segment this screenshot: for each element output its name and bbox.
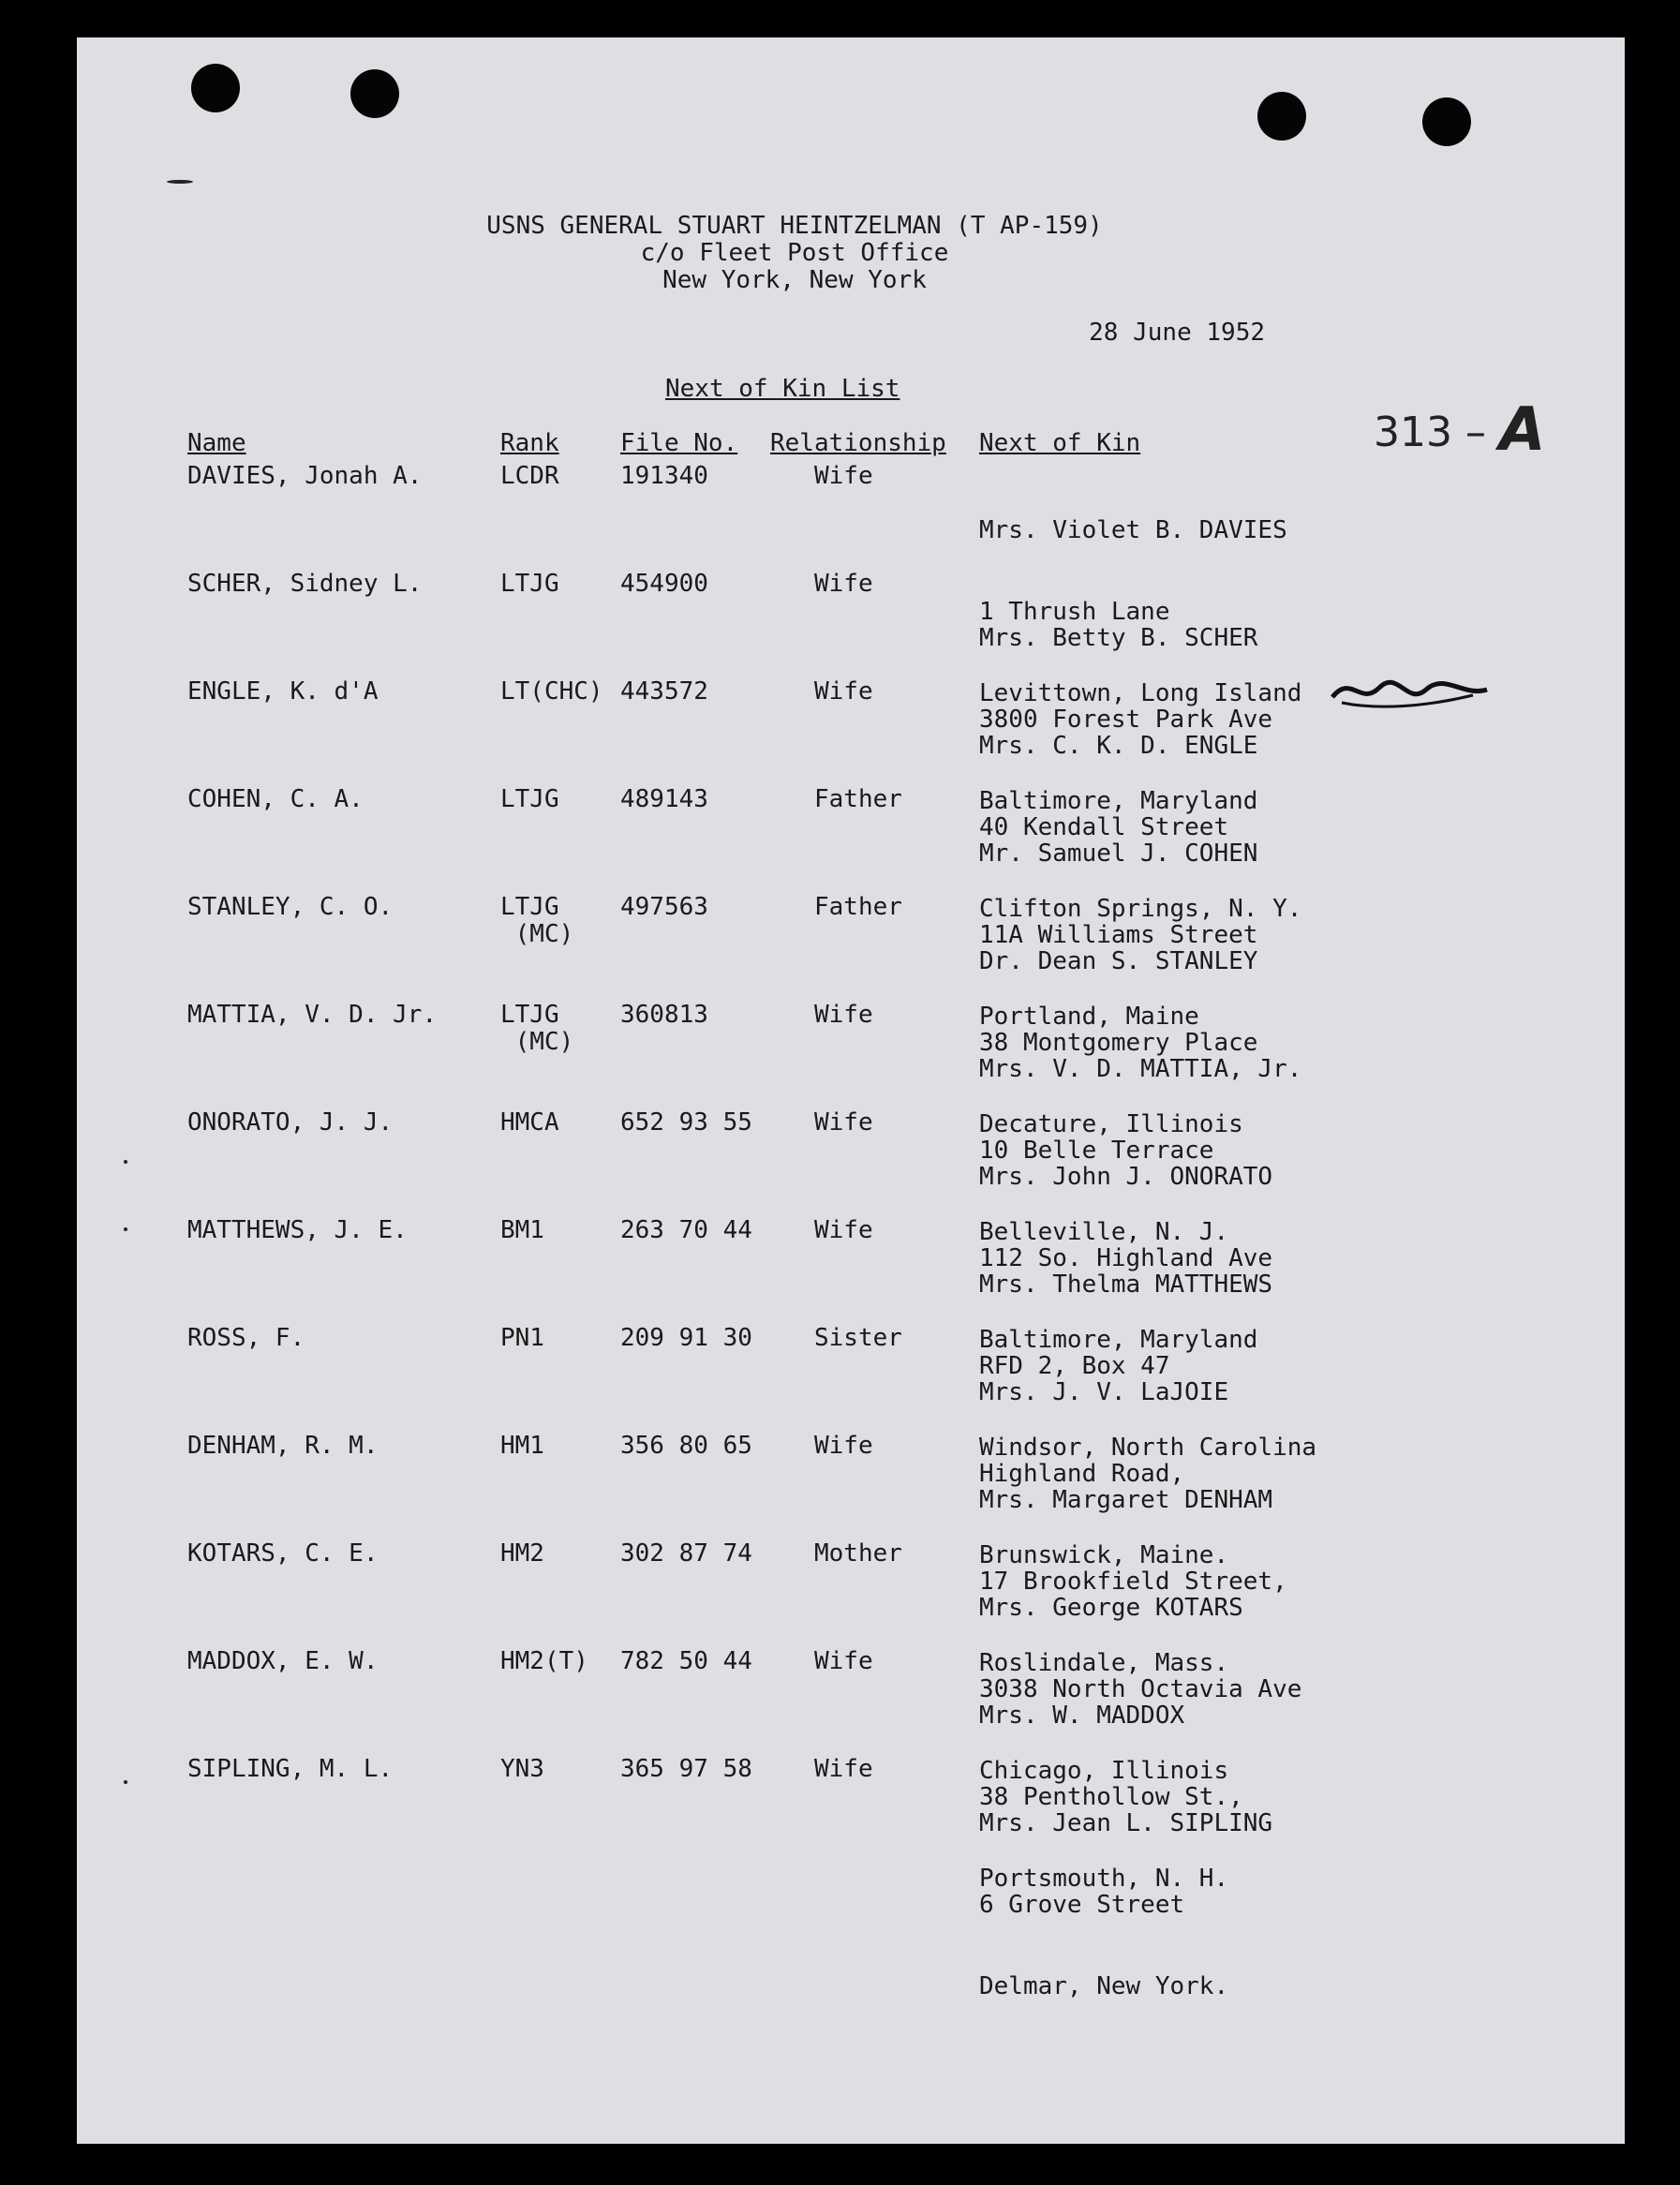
entry-relationship: Wife bbox=[814, 570, 873, 598]
entry-file-no: 360813 bbox=[620, 1001, 708, 1029]
ship-name: USNS GENERAL STUART HEINTZELMAN (T AP-159) bbox=[486, 212, 1103, 240]
kin-line: Baltimore, Maryland bbox=[979, 1326, 1258, 1354]
kin-line: Levittown, Long Island bbox=[979, 679, 1302, 707]
entry-file-no: 489143 bbox=[620, 785, 708, 813]
entry-name: MATTIA, V. D. Jr. bbox=[187, 1001, 438, 1029]
kin-line: Mr. Samuel J. COHEN bbox=[979, 840, 1258, 868]
entry-name: ROSS, F. bbox=[187, 1324, 305, 1352]
entry-rank: HMCA bbox=[500, 1108, 559, 1137]
kin-line: 38 Penthollow St., bbox=[979, 1783, 1243, 1811]
entry-file-no: 302 87 74 bbox=[620, 1539, 752, 1568]
kin-line: Mrs. C. K. D. ENGLE bbox=[979, 732, 1258, 760]
paper-speck bbox=[167, 180, 193, 184]
entry-relationship: Wife bbox=[814, 1755, 873, 1783]
kin-line: Mrs. George KOTARS bbox=[979, 1594, 1243, 1622]
kin-line: 6 Grove Street bbox=[979, 1891, 1185, 1919]
entry-rank: LT(CHC) bbox=[500, 677, 603, 706]
entry-file-no: 191340 bbox=[620, 462, 708, 490]
entry-rank: LTJG (MC) bbox=[500, 893, 574, 948]
file-number-stamp bbox=[1374, 392, 1546, 465]
entry-rank: HM2 bbox=[500, 1539, 544, 1568]
entry-name: KOTARS, C. E. bbox=[187, 1539, 379, 1568]
entry-rank: LCDR bbox=[500, 462, 559, 490]
entry-name: ONORATO, J. J. bbox=[187, 1108, 394, 1137]
punch-hole bbox=[1257, 92, 1306, 141]
entry-file-no: 263 70 44 bbox=[620, 1216, 752, 1244]
kin-line: Windsor, North Carolina bbox=[979, 1434, 1317, 1462]
kin-line: 10 Belle Terrace bbox=[979, 1137, 1214, 1165]
entry-name: MADDOX, E. W. bbox=[187, 1647, 379, 1675]
column-header-name: Name bbox=[187, 429, 246, 457]
file-number-handwritten: A bbox=[1498, 395, 1546, 465]
kin-line: Mrs. Jean L. SIPLING bbox=[979, 1809, 1273, 1837]
column-header-next-of-kin: Next of Kin bbox=[979, 429, 1141, 457]
file-number-dash: – bbox=[1464, 409, 1486, 456]
file-number-typed: 313 bbox=[1374, 409, 1452, 456]
punch-hole bbox=[1422, 97, 1471, 146]
entry-name: MATTHEWS, J. E. bbox=[187, 1216, 408, 1244]
kin-line: 112 So. Highland Ave bbox=[979, 1244, 1273, 1272]
kin-line: Roslindale, Mass. bbox=[979, 1649, 1229, 1677]
entry-file-no: 454900 bbox=[620, 570, 708, 598]
entry-name: ENGLE, K. d'A bbox=[187, 677, 379, 706]
kin-line: Mrs. Thelma MATTHEWS bbox=[979, 1271, 1273, 1299]
entry-name: DAVIES, Jonah A. bbox=[187, 462, 423, 490]
entry-rank: HM2(T) bbox=[500, 1647, 588, 1675]
entry-file-no: 652 93 55 bbox=[620, 1108, 752, 1137]
kin-line: 3800 Forest Park Ave bbox=[979, 706, 1273, 734]
kin-line: Baltimore, Maryland bbox=[979, 787, 1258, 815]
kin-line: 11A Williams Street bbox=[979, 921, 1258, 949]
kin-line: 1 Thrush Lane bbox=[979, 598, 1170, 626]
kin-line: Chicago, Illinois bbox=[979, 1757, 1229, 1785]
entry-relationship: Wife bbox=[814, 1216, 873, 1244]
kin-line: Belleville, N. J. bbox=[979, 1218, 1229, 1246]
document-date: 28 June 1952 bbox=[1089, 319, 1265, 347]
entry-rank: LTJG (MC) bbox=[500, 1001, 574, 1056]
entry-relationship: Father bbox=[814, 785, 902, 813]
kin-line: 17 Brookfield Street, bbox=[979, 1568, 1287, 1596]
entry-relationship: Father bbox=[814, 893, 902, 921]
kin-line: 38 Montgomery Place bbox=[979, 1029, 1258, 1057]
entry-file-no: 443572 bbox=[620, 677, 708, 706]
entry-name: SCHER, Sidney L. bbox=[187, 570, 423, 598]
entry-name: DENHAM, R. M. bbox=[187, 1432, 379, 1460]
kin-line: Mrs. W. MADDOX bbox=[979, 1702, 1185, 1730]
entry-name: SIPLING, M. L. bbox=[187, 1755, 394, 1783]
entry-rank: LTJG bbox=[500, 570, 559, 598]
entry-relationship: Wife bbox=[814, 1108, 873, 1137]
entry-file-no: 356 80 65 bbox=[620, 1432, 752, 1460]
entry-relationship: Sister bbox=[814, 1324, 902, 1352]
entry-rank: PN1 bbox=[500, 1324, 544, 1352]
list-title: Next of Kin List bbox=[665, 375, 900, 403]
entry-file-no: 497563 bbox=[620, 893, 708, 921]
entry-relationship: Wife bbox=[814, 1432, 873, 1460]
kin-line: Brunswick, Maine. bbox=[979, 1541, 1229, 1569]
entry-relationship: Mother bbox=[814, 1539, 902, 1568]
column-header-file-no: File No. bbox=[620, 429, 738, 457]
entry-relationship: Wife bbox=[814, 1001, 873, 1029]
entry-relationship: Wife bbox=[814, 677, 873, 706]
column-header-rank: Rank bbox=[500, 429, 559, 457]
kin-line: Mrs. John J. ONORATO bbox=[979, 1163, 1273, 1191]
entry-rank: BM1 bbox=[500, 1216, 544, 1244]
entry-file-no: 365 97 58 bbox=[620, 1755, 752, 1783]
kin-line: Portland, Maine bbox=[979, 1003, 1199, 1031]
kin-line: Mrs. Violet B. DAVIES bbox=[979, 516, 1287, 544]
kin-line: RFD 2, Box 47 bbox=[979, 1352, 1170, 1380]
kin-line: Mrs. V. D. MATTIA, Jr. bbox=[979, 1055, 1302, 1083]
address-line-1: c/o Fleet Post Office bbox=[640, 239, 949, 267]
kin-line: Highland Road, bbox=[979, 1460, 1185, 1488]
address-line-2: New York, New York bbox=[662, 266, 927, 294]
kin-line: Mrs. Betty B. SCHER bbox=[979, 624, 1258, 652]
kin-line: Mrs. J. V. LaJOIE bbox=[979, 1378, 1229, 1406]
kin-line: 40 Kendall Street bbox=[979, 813, 1229, 841]
kin-line: Delmar, New York. bbox=[979, 1972, 1229, 2000]
entry-name: STANLEY, C. O. bbox=[187, 893, 394, 921]
entry-rank: LTJG bbox=[500, 785, 559, 813]
entry-relationship: Wife bbox=[814, 462, 873, 490]
entry-next-of-kin bbox=[979, 1756, 1272, 2055]
kin-line: Mrs. Margaret DENHAM bbox=[979, 1486, 1273, 1514]
punch-hole bbox=[191, 64, 240, 112]
kin-line: Portsmouth, N. H. bbox=[979, 1865, 1229, 1893]
punch-hole bbox=[350, 69, 399, 118]
entry-name: COHEN, C. A. bbox=[187, 785, 364, 813]
kin-line: 3038 North Octavia Ave bbox=[979, 1675, 1302, 1703]
entry-rank: HM1 bbox=[500, 1432, 544, 1460]
column-header-relationship: Relationship bbox=[770, 429, 946, 457]
kin-line: Clifton Springs, N. Y. bbox=[979, 895, 1302, 923]
kin-line: Dr. Dean S. STANLEY bbox=[979, 947, 1258, 975]
document-page bbox=[77, 37, 1625, 2144]
kin-line: Decature, Illinois bbox=[979, 1110, 1243, 1138]
entry-relationship: Wife bbox=[814, 1647, 873, 1675]
entry-rank: YN3 bbox=[500, 1755, 544, 1783]
entry-file-no: 209 91 30 bbox=[620, 1324, 752, 1352]
entry-file-no: 782 50 44 bbox=[620, 1647, 752, 1675]
